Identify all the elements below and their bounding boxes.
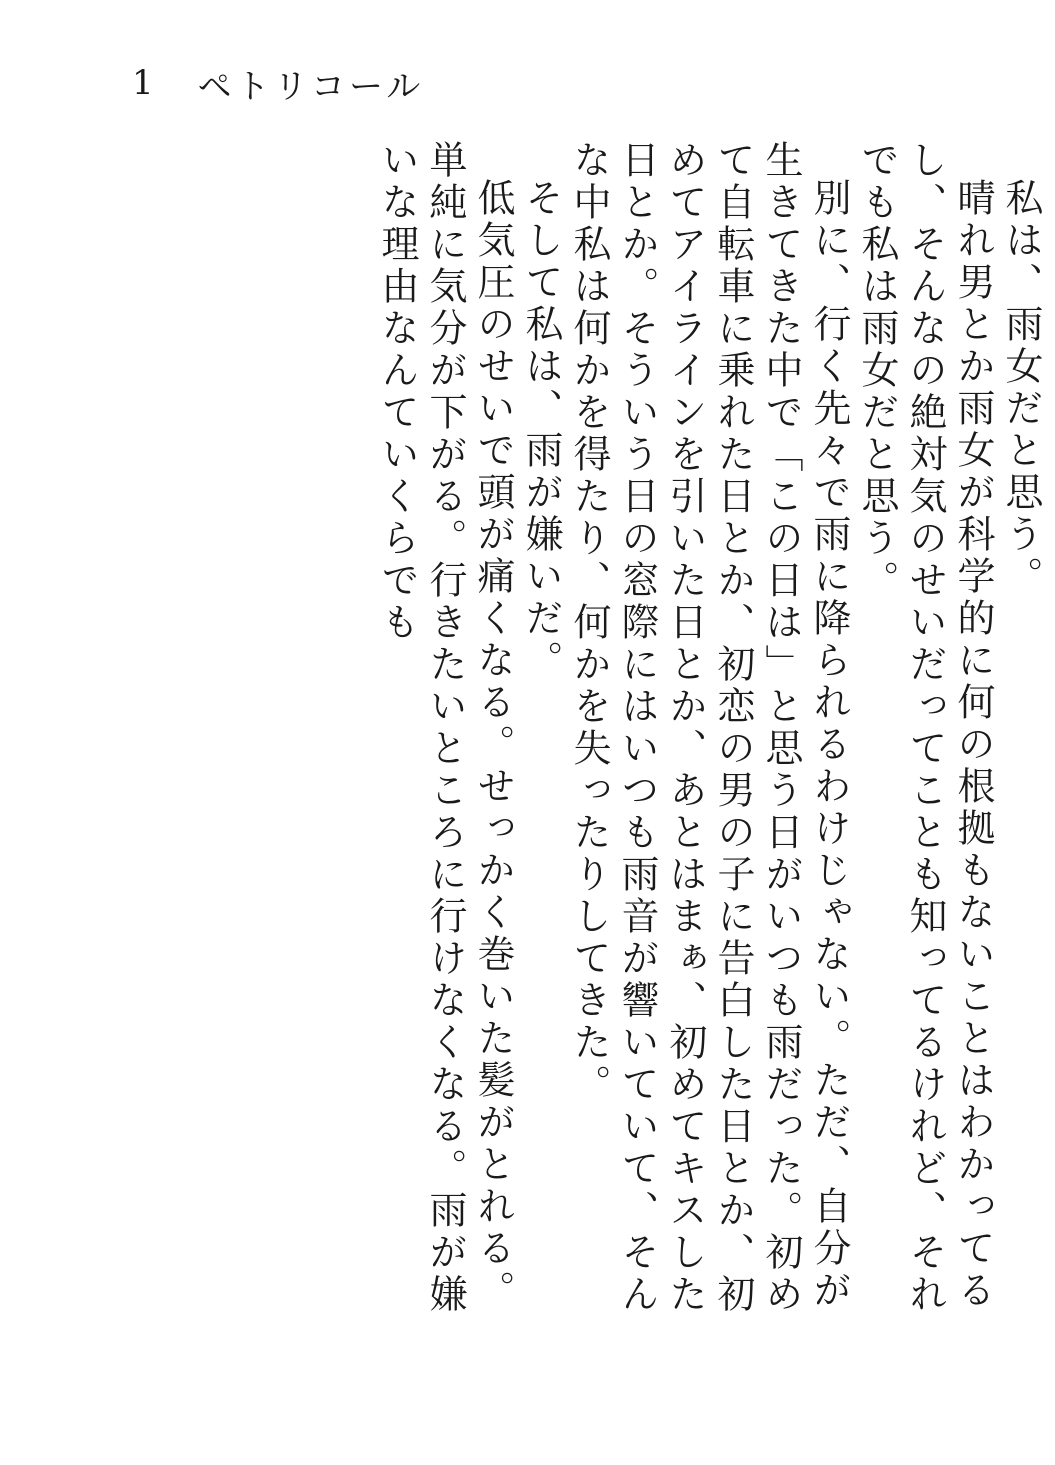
chapter-number: 1 <box>132 63 158 103</box>
paragraph: 別に、行く先々で雨に降られるわけじゃない。ただ、自分が生きてきた中で「この日は」と思う日がいつも雨だった。初めて自転車に乗れた日とか、初恋の男の子に告白した日とか、初めてアイラインを引いた日とか、あとはまぁ、初めてキスした日とか。そういう日の窓際にはいつも雨音が響いていて、そんな中私は何かを得たり、何かを失ったりしてきた。 <box>567 140 851 1316</box>
paragraph: 晴れ男とか雨女が科学的に何の根拠もないことはわかってるし、そんなの絶対気のせいだってことも知ってるけれど、それでも私は雨女だと思う。 <box>855 140 995 1316</box>
paragraph: 私は、雨女だと思う。 <box>999 178 1043 598</box>
paragraph: そして私は、雨が嫌いだ。 <box>519 178 563 682</box>
chapter-title: ペトリコール <box>197 66 425 107</box>
paragraph: 低気圧のせいで頭が痛くなる。せっかく巻いた髪がとれる。単純に気分が下がる。行きたいところに行けなくなる。雨が嫌いな理由なんていくらでも <box>375 140 515 1316</box>
vertical-body-text <box>373 140 1045 1340</box>
chapter-heading <box>132 58 424 108</box>
